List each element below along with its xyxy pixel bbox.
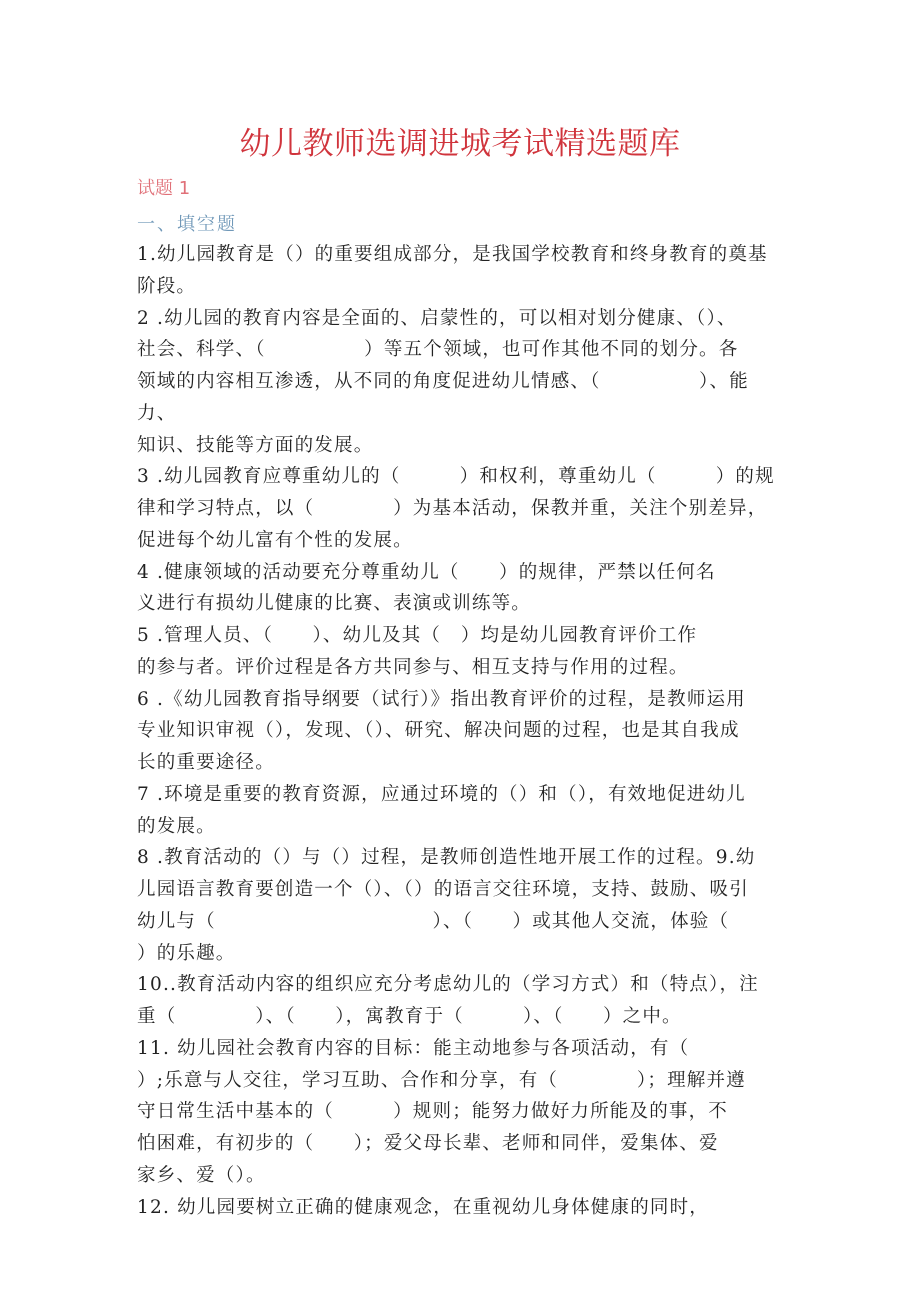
text-line: 义进行有损幼儿健康的比赛、表演或训练等。	[137, 593, 532, 615]
text-line: 8 .教育活动的（）与（）过程，是教师创造性地开展工作的过程。9.幼	[137, 847, 756, 869]
text-line: 4 .健康领域的活动要充分尊重幼儿（ ）的规律，严禁以任何名	[137, 561, 716, 583]
text-line: 3 .幼儿园教育应尊重幼儿的（ ）和权利，尊重幼儿（ ）的规	[137, 466, 775, 488]
document-title: 幼儿教师选调进城考试精选题库	[239, 126, 681, 162]
text-line: 7 .环境是重要的教育资源，应通过环境的（）和（），有效地促进幼儿	[137, 783, 746, 805]
text-line: 专业知识审视（），发现、（）、研究、解决问题的过程，也是其自我成	[137, 720, 740, 742]
text-line: 家乡、爱（）。	[137, 1164, 266, 1186]
text-line: 律和学习特点，以（ ）为基本活动，保教并重，关注个别差异，	[137, 498, 768, 519]
text-line: 领域的内容相互渗透，从不同的角度促进幼儿情感、（ ）、能	[137, 371, 749, 392]
text-line: 2 .幼儿园的教育内容是全面的、启蒙性的，可以相对划分健康、（）、	[137, 307, 737, 329]
text-line: ）;乐意与人交往，学习互助、合作和分享，有（ ）；理解并遵	[137, 1069, 746, 1091]
question-set-heading: 试题 1	[137, 178, 191, 199]
text-line: 社会、科学、（ ）等五个领域，也可作其他不同的划分。各	[137, 339, 739, 361]
text-line: 守日常生活中基本的（ ）规则；能努力做好力所能及的事，不	[137, 1101, 729, 1123]
text-line: 促进每个幼儿富有个性的发展。	[137, 529, 413, 551]
text-line: ）的乐趣。	[137, 942, 236, 964]
text-line: 阶段。	[137, 275, 197, 297]
text-line: 长的重要途径。	[137, 752, 275, 773]
text-line: 知识、技能等方面的发展。	[137, 434, 374, 456]
text-line: 11. 幼儿园社会教育内容的目标：能主动地参与各项活动，有（	[137, 1037, 690, 1059]
text-line: 6 .《幼儿园教育指导纲要（试行）》指出教育评价的过程，是教师运用	[137, 688, 746, 710]
text-line: 重（ ）、（ ），寓教育于（ ）、（ ）之中。	[137, 1006, 682, 1027]
text-line: 10..教育活动内容的组织应充分考虑幼儿的（学习方式）和（特点），注	[137, 974, 759, 996]
section-heading: 一、填空题	[137, 214, 237, 235]
text-line: 12. 幼儿园要树立正确的健康观念，在重视幼儿身体健康的同时，	[137, 1196, 710, 1218]
text-line: 5 .管理人员、（ ）、幼儿及其（ ）均是幼儿园教育评价工作	[137, 625, 698, 646]
text-line: 的发展。	[137, 815, 216, 837]
text-line: 力、	[137, 402, 177, 424]
text-line: 幼儿与（ ）、（ ）或其他人交流，体验（	[137, 910, 730, 932]
text-line: 1.幼儿园教育是（）的重要组成部分，是我国学校教育和终身教育的奠基	[137, 244, 768, 265]
text-line: 怕困难，有初步的（ ）；爱父母长辈、老师和同伴，爱集体、爱	[137, 1133, 719, 1154]
text-line: 儿园语言教育要创造一个（）、（）的语言交往环境，支持、鼓励、吸引	[137, 879, 749, 900]
text-line: 的参与者。评价过程是各方共同参与、相互支持与作用的过程。	[137, 656, 689, 678]
question-text-body	[137, 239, 787, 1223]
